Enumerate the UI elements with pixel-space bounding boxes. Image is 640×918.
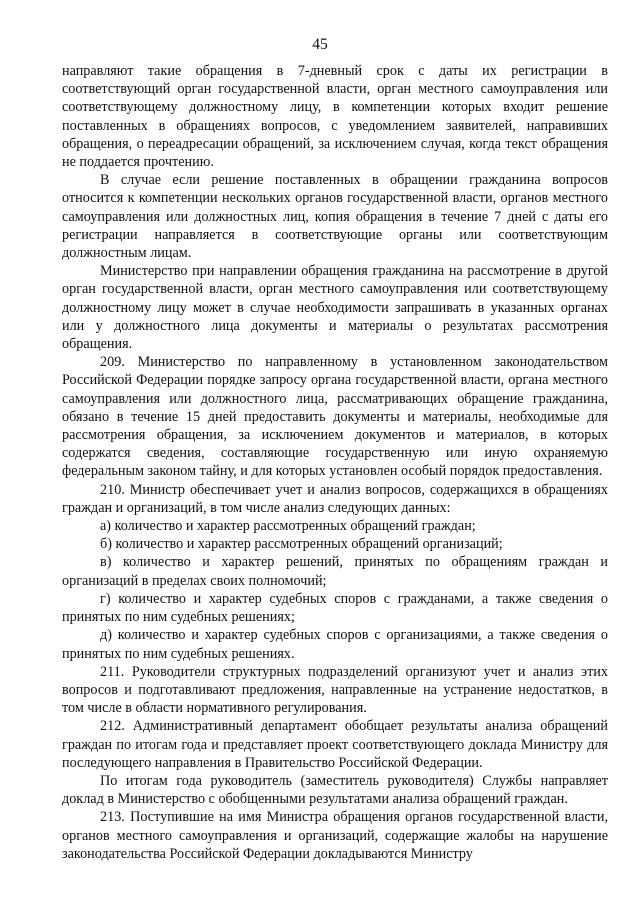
list-item-g: г) количество и характер судебных споров с гражданами, а также сведения о принятых по ним судебных решениях; bbox=[62, 590, 608, 626]
paragraph-213: 213. Поступившие на имя Министра обращения органов государственной власти, органов местного самоуправления и организаций, содержащие жалобы на нарушение законодательства Российской Федерации докладываются Министру bbox=[62, 809, 608, 862]
list-item-a: а) количество и характер рассмотренных обращений граждан; bbox=[100, 518, 476, 535]
paragraph: Министерство при направлении обращения гражданина на рассмотрение в другой орган государственной власти, орган местного самоуправления или соответствующему должностному лицу может в случае необходимости запрашивать в указанных органах или у должностного лица документы и материалы о результатах рассмотрения обращения. bbox=[62, 263, 608, 353]
list-item-b: б) количество и характер рассмотренных обращений организаций; bbox=[100, 536, 503, 553]
paragraph-210: 210. Министр обеспечивает учет и анализ вопросов, содержащихся в обращениях граждан и организаций, в том числе анализ следующих данных: bbox=[62, 481, 608, 516]
list-item-v: в) количество и характер решений, принятых по обращениям граждан и организаций в пределах своих полномочий; bbox=[62, 554, 608, 589]
paragraph: В случае если решение поставленных в обращении гражданина вопросов относится к компетенции нескольких органов государственной власти, органов местного самоуправления или должностных лиц, копия обращения в течение 7 дней с даты его регистрации направляется в соответствующие органы или соответствующим должностным лицам. bbox=[62, 172, 608, 262]
paragraph-211: 211. Руководители структурных подразделений организуют учет и анализ этих вопросов и подготавливают предложения, направленные на устранение недостатков, в том числе в области нормативного регулирования. bbox=[62, 663, 608, 717]
paragraph-212: 212. Административный департамент обобщает результаты анализа обращений граждан по итогам года и представляет проект соответствующего доклада Министру для последующего направления в Правительство Российской Федерации. bbox=[62, 718, 608, 771]
paragraph: направляют такие обращения в 7-дневный срок с даты их регистрации в соответствующий орган государственной власти, орган местного самоуправления или соответствующему должностному лицу, в компетенции которых входит решение поставленных в обращениях вопросов, с уведомлением заявителей, направивших обращения, о переадресации обращений, за исключением случая, когда текст обращения не поддается прочтению. bbox=[62, 63, 608, 171]
list-item-d: д) количество и характер судебных споров с организациями, а также сведения о принятых по ним судебных решениях. bbox=[62, 627, 608, 662]
paragraph-209: 209. Министерство по направленному в установленном законодательством Российской Федерации порядке запросу органа государственной власти, органа местного самоуправления или должностного лица, рассматривающих обращение гражданина, обязано в течение 15 дней предоставить документы и материалы, необходимые для рассмотрения обращения, за исключением документов и материалов, в которых содержатся сведения, составляющие государственную или иную охраняемую федеральным законом тайну, и для которых установлен особый порядок предоставления. bbox=[62, 354, 608, 480]
document-body bbox=[62, 62, 608, 863]
page-number: 45 bbox=[312, 36, 328, 53]
paragraph: По итогам года руководитель (заместитель руководителя) Службы направляет доклад в Министерство с обобщенными результатами анализа обращений граждан. bbox=[62, 772, 608, 808]
